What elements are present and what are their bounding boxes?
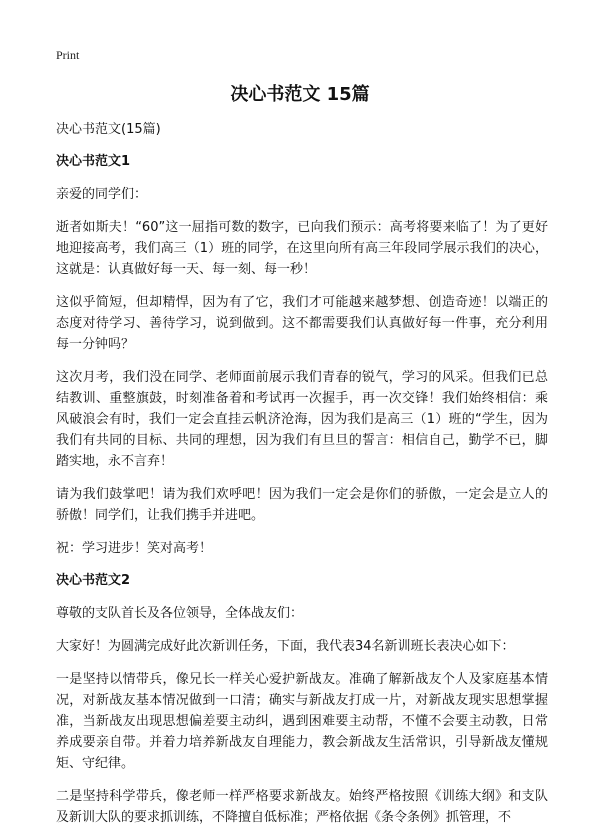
print-link[interactable]: Print — [56, 48, 80, 62]
greeting-paragraph: 亲爱的同学们： — [56, 187, 148, 202]
body-paragraph: 二是坚持科学带兵，像老师一样严格要求新战友。始终严格按照《训练大纲》和支队及新训大队的要求抓训练，不降擅自低标准；严格依据《条令条例》抓管理，不 — [56, 789, 548, 825]
document-body — [56, 120, 548, 828]
body-paragraph: 这似乎简短，但却精悍，因为有了它，我们才可能越来越梦想、创造奇迹！以端正的态度对待学习、善待学习，说到做到。这不都需要我们认真做好每一件事，充分利用每一分钟吗？ — [56, 295, 548, 352]
body-paragraph: 这次月考，我们没在同学、老师面前展示我们青春的锐气，学习的风采。但我们已总结教训、重整旗鼓，时刻准备着和考试再一次握手，再一次交锋！我们始终相信：乘风破浪会有时，我们一定会直挂云帆济沧海，因为我们是高三（1）班的“学生，因为我们有共同的目标、共同的理想，因为我们有旦旦的誓言：相信自己，勤学不已，脚踏实地，永不言弃！ — [56, 370, 548, 469]
section-2 — [56, 571, 548, 828]
document-title: 决心书范文 15篇 — [230, 84, 370, 105]
document-subtitle: 决心书范文(15篇) — [56, 122, 161, 137]
body-paragraph: 请为我们鼓掌吧！请为我们欢呼吧！因为我们一定会是你们的骄傲，一定会是立人的骄傲！同学们，让我们携手并进吧。 — [56, 487, 548, 523]
section-heading: 决心书范文1 — [56, 154, 131, 169]
body-paragraph: 大家好！为圆满完成好此次新训任务，下面，我代表34名新训班长表决心如下： — [56, 639, 515, 654]
closing-paragraph: 祝：学习进步！笑对高考！ — [56, 541, 213, 556]
section-1 — [56, 152, 548, 559]
body-paragraph: 一是坚持以情带兵，像兄长一样关心爱护新战友。准确了解新战友个人及家庭基本情况，对新战友基本情况做到一口清；确实与新战友打成一片，对新战友现实思想掌握准，当新战友出现思想偏差要主动纠，遇到困难要主动帮，不懂不会要主动教，日常养成要亲自带。并着力培养新战友自理能力，教会新战友生活常识，引导新战友懂规矩、守纪律。 — [56, 672, 548, 771]
greeting-paragraph: 尊敬的支队首长及各位领导，全体战友们： — [56, 606, 304, 621]
section-heading: 决心书范文2 — [56, 573, 131, 588]
body-paragraph: 逝者如斯夫！“60”这一屈指可数的数字，已向我们预示：高考将要来临了！为了更好地迎接高考，我们高三（1）班的同学，在这里向所有高三年段同学展示我们的决心，这就是：认真做好每一天、每一刻、每一秒！ — [56, 220, 548, 277]
